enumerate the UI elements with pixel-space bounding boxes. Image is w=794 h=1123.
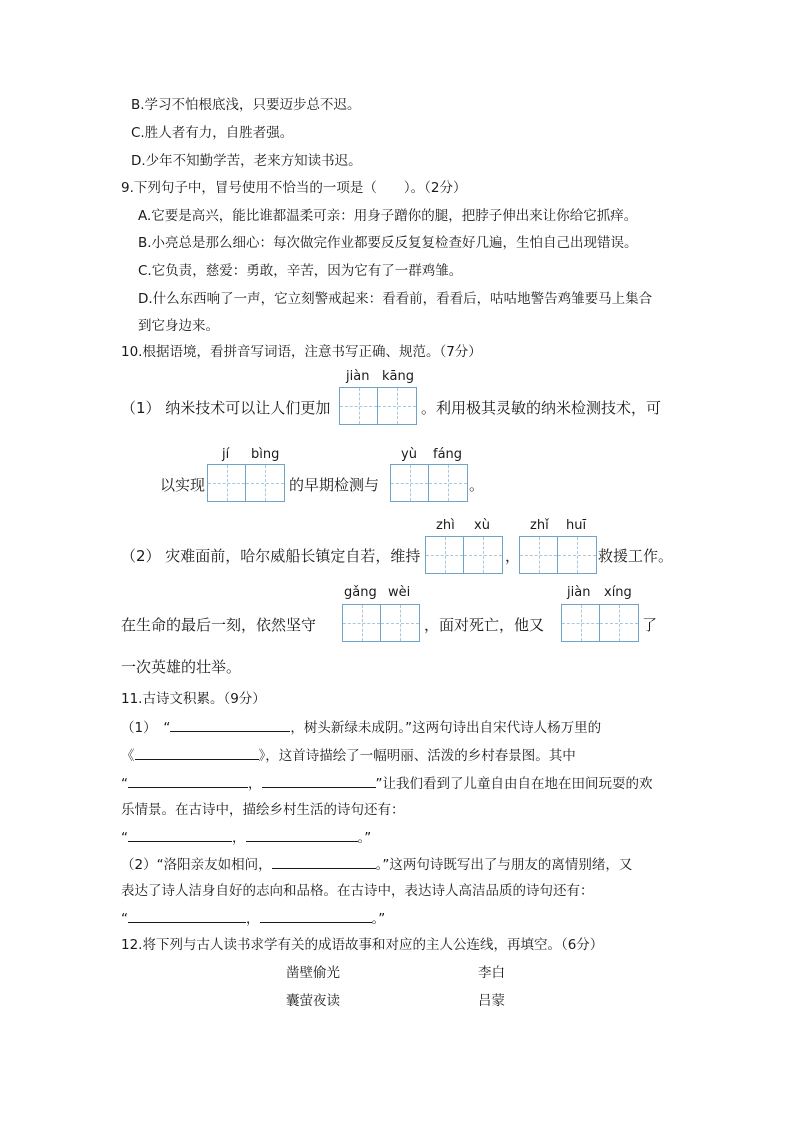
q11-line8-text-c: 。”	[371, 911, 386, 927]
q11-line2	[121, 745, 576, 766]
q11-line3-text-c: ”让我们看到了儿童自由自在地在田间玩耍的欢	[375, 776, 653, 792]
pinyin-zhi: zhì	[436, 518, 455, 533]
q9-option-a: A.它要是高兴，能比谁都温柔可亲：用身子蹭你的腿，把脖子伸出来让你给它抓痒。	[138, 208, 638, 224]
answer-grid-jiankang[interactable]	[339, 387, 417, 425]
q11-line4: 乐情景。在古诗中，描绘乡村生活的诗句还有：	[121, 802, 405, 818]
blank-poem-3[interactable]	[262, 773, 376, 788]
q11-line2-text-b: 》，这首诗描绘了一幅明丽、活泼的乡村春景图。其中	[258, 748, 576, 764]
q10-p2-text-a: （2） 灾难面前，哈尔威船长镇定自若，维持	[121, 547, 421, 565]
blank-poem-1[interactable]	[170, 717, 290, 732]
q8-option-b: B.学习不怕根底浅，只要迈步总不迟。	[131, 97, 361, 113]
pinyin-bing: bìng	[251, 447, 280, 462]
q10-p1-text-c: 以实现	[160, 476, 206, 494]
answer-grid-gangwei[interactable]	[342, 604, 420, 642]
q11-stem: 11.古诗文积累。（9分）	[121, 691, 266, 707]
blank-poem-8[interactable]	[260, 908, 372, 923]
pinyin-hui: huī	[566, 518, 587, 533]
q11-line3-text-b: ，	[248, 776, 262, 792]
blank-poem-2[interactable]	[128, 773, 248, 788]
q11-line7: 表达了诗人洁身自好的志向和品格。在古诗中，表达诗人高洁品质的诗句还有：	[121, 883, 594, 899]
q10-p3-text-c: 了	[642, 616, 658, 634]
q10-p2-text-c: 救援工作。	[598, 547, 674, 565]
answer-grid-jianxing[interactable]	[561, 604, 639, 642]
q10-p3-text-a: 在生命的最后一刻，依然坚守	[121, 616, 317, 634]
blank-poem-title[interactable]	[135, 745, 259, 760]
q11-line1-text-a: （1） “	[121, 720, 171, 736]
q11-line3	[121, 773, 653, 794]
q12-person-1[interactable]: 李白	[478, 965, 505, 981]
q10-p2-text-b: ，	[505, 547, 521, 565]
q9-option-d-line1: D.什么东西响了一声，它立刻警戒起来：看看前，看看后，咕咕地警告鸡雏要马上集合	[138, 291, 653, 307]
q12-stem: 12.将下列与古人读书求学有关的成语故事和对应的主人公连线，再填空。（6分）	[121, 937, 604, 953]
blank-poem-6[interactable]	[272, 854, 376, 869]
answer-grid-zhihui[interactable]	[519, 536, 597, 574]
pinyin-jian2: jiàn	[567, 585, 591, 600]
q11-line8	[121, 908, 385, 929]
q10-p1-text-a: （1） 纳米技术可以让人们更加	[121, 399, 331, 417]
q10-p1-text-b: 。利用极其灵敏的纳米检测技术，可	[421, 399, 662, 417]
q10-p3-text-b: ，面对死亡，他又	[424, 616, 545, 634]
pinyin-fang: fáng	[433, 447, 463, 462]
q12-story-1[interactable]: 凿壁偷光	[286, 965, 340, 981]
q11-line6-text-b: 。”这两句诗既写出了与朋友的离情别绪，又	[375, 857, 633, 873]
blank-poem-7[interactable]	[128, 908, 246, 923]
q9-option-c: C.它负责，慈爱：勇敢，辛苦，因为它有了一群鸡雏。	[138, 263, 463, 279]
q11-line8-text-a: “	[121, 911, 128, 927]
q11-line5-text-a: “	[121, 830, 128, 846]
pinyin-xing: xíng	[604, 585, 632, 600]
q11-line3-text-a: “	[121, 776, 128, 792]
q10-p1-text-e: 。	[469, 476, 485, 494]
pinyin-yu: yù	[401, 447, 417, 462]
pinyin-gang: gǎng	[344, 585, 377, 600]
q9-option-b: B.小亮总是那么细心：每次做完作业都要反反复复检查好几遍，生怕自己出现错误。	[138, 235, 638, 251]
q9-stem: 9.下列句子中，冒号使用不恰当的一项是（ ）。（2分）	[121, 180, 467, 196]
q11-line5-text-b: ，	[232, 830, 246, 846]
blank-poem-5[interactable]	[246, 827, 358, 842]
answer-grid-jibing[interactable]	[207, 464, 285, 502]
q11-line1-text-b: ，树头新绿未成阴。”这两句诗出自宋代诗人杨万里的	[290, 720, 602, 736]
answer-grid-zhixu[interactable]	[425, 536, 503, 574]
q10-stem: 10.根据语境，看拼音写词语，注意书写正确、规范。（7分）	[121, 344, 482, 360]
blank-poem-4[interactable]	[128, 827, 232, 842]
q12-story-2[interactable]: 囊萤夜读	[286, 993, 340, 1009]
pinyin-jian: jiàn	[346, 369, 370, 384]
q11-line1	[121, 717, 601, 738]
q11-line6-text-a: （2）“洛阳亲友如相问，	[121, 857, 272, 873]
pinyin-xu: xù	[474, 518, 490, 533]
pinyin-zhi2: zhǐ	[530, 518, 549, 533]
q10-p1-text-d: 的早期检测与	[289, 476, 380, 494]
pinyin-kang: kāng	[382, 369, 414, 384]
q8-option-c: C.胜人者有力，自胜者强。	[131, 125, 294, 141]
q12-person-2[interactable]: 吕蒙	[478, 993, 505, 1009]
pinyin-ji: jí	[222, 447, 230, 462]
q11-line8-text-b: ，	[246, 911, 260, 927]
q8-option-d: D.少年不知勤学苦，老来方知读书迟。	[131, 153, 362, 169]
answer-grid-yufang[interactable]	[390, 464, 468, 502]
q11-line6	[121, 854, 632, 875]
q11-line2-text-a: 《	[121, 748, 135, 764]
q11-line5	[121, 827, 371, 848]
q11-line5-text-c: 。”	[357, 830, 372, 846]
q9-option-d-line2: 到它身边来。	[138, 318, 219, 334]
q10-p4-text: 一次英雄的壮举。	[121, 658, 242, 676]
pinyin-wei: wèi	[388, 585, 411, 600]
